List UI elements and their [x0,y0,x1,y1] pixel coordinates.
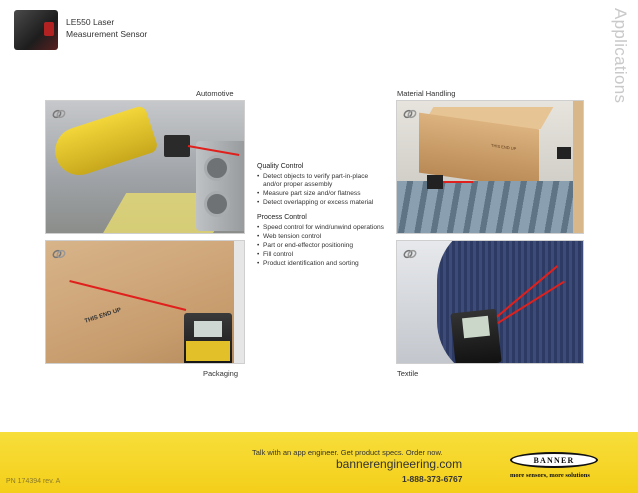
link-icon [403,107,417,119]
caption-automotive: Automotive [196,89,234,98]
photo-material-handling [396,100,584,234]
sensor-lens [44,22,54,36]
process-control-group [257,214,387,268]
product-title [66,16,147,40]
brand-name: BANNER [533,455,575,465]
quality-control-group [257,163,387,207]
brand-logo [510,452,598,468]
conveyor-rollers [397,181,584,234]
reflector [557,147,571,159]
part-number: PN 174394 rev. A [6,478,61,485]
link-icon [52,107,66,119]
section-heading [604,8,634,118]
laser-beam [69,280,186,311]
footer-tagline: Talk with an app engineer. Get product specs. Order now. [252,448,443,457]
group-title: Quality Control [257,163,304,170]
list-item: • Product identification and sorting [257,260,387,268]
link-icon [403,247,417,259]
bullet-list [257,173,387,207]
product-thumbnail [14,10,58,50]
list-item: • Measure part size and/or flatness [257,190,387,198]
website-link[interactable]: bannerengineering.com [336,457,463,471]
list-item: • Detect objects to verify part-in-place and/or proper assembly [257,173,387,189]
box-print: THIS END UP [84,307,123,325]
list-item: • Part or end-effector positioning [257,242,387,250]
section-heading-text: Applications [611,8,630,104]
laser-sensor [164,135,190,157]
photo-automotive [45,100,245,234]
brand-tagline: more sensors, more solutions [510,472,590,479]
product-title-line1: LE550 Laser [66,17,115,27]
caption-textile: Textile [397,369,419,378]
list-item: • Speed control for wind/unwind operations [257,224,387,232]
laser-sensor [427,175,443,189]
link-icon [52,247,66,259]
caption-material-handling: Material Handling [397,89,456,98]
list-item: • Web tension control [257,233,387,241]
sensor-keypad [186,341,230,361]
group-title: Process Control [257,214,307,221]
product-title-line2: Measurement Sensor [66,29,148,39]
sensor-display [462,316,490,339]
bullet-list [257,224,387,268]
photo-textile [396,240,584,364]
phone-number[interactable]: 1-888-373-6767 [402,474,463,484]
list-item: • Fill control [257,251,387,259]
applications-list [257,163,387,275]
photo-packaging [45,240,245,364]
laser-beam [443,181,473,183]
caption-packaging: Packaging [203,369,239,378]
sensor-display [194,321,222,337]
box-print: THIS END UP [491,142,517,152]
list-item: • Detect overlapping or excess material [257,199,387,207]
